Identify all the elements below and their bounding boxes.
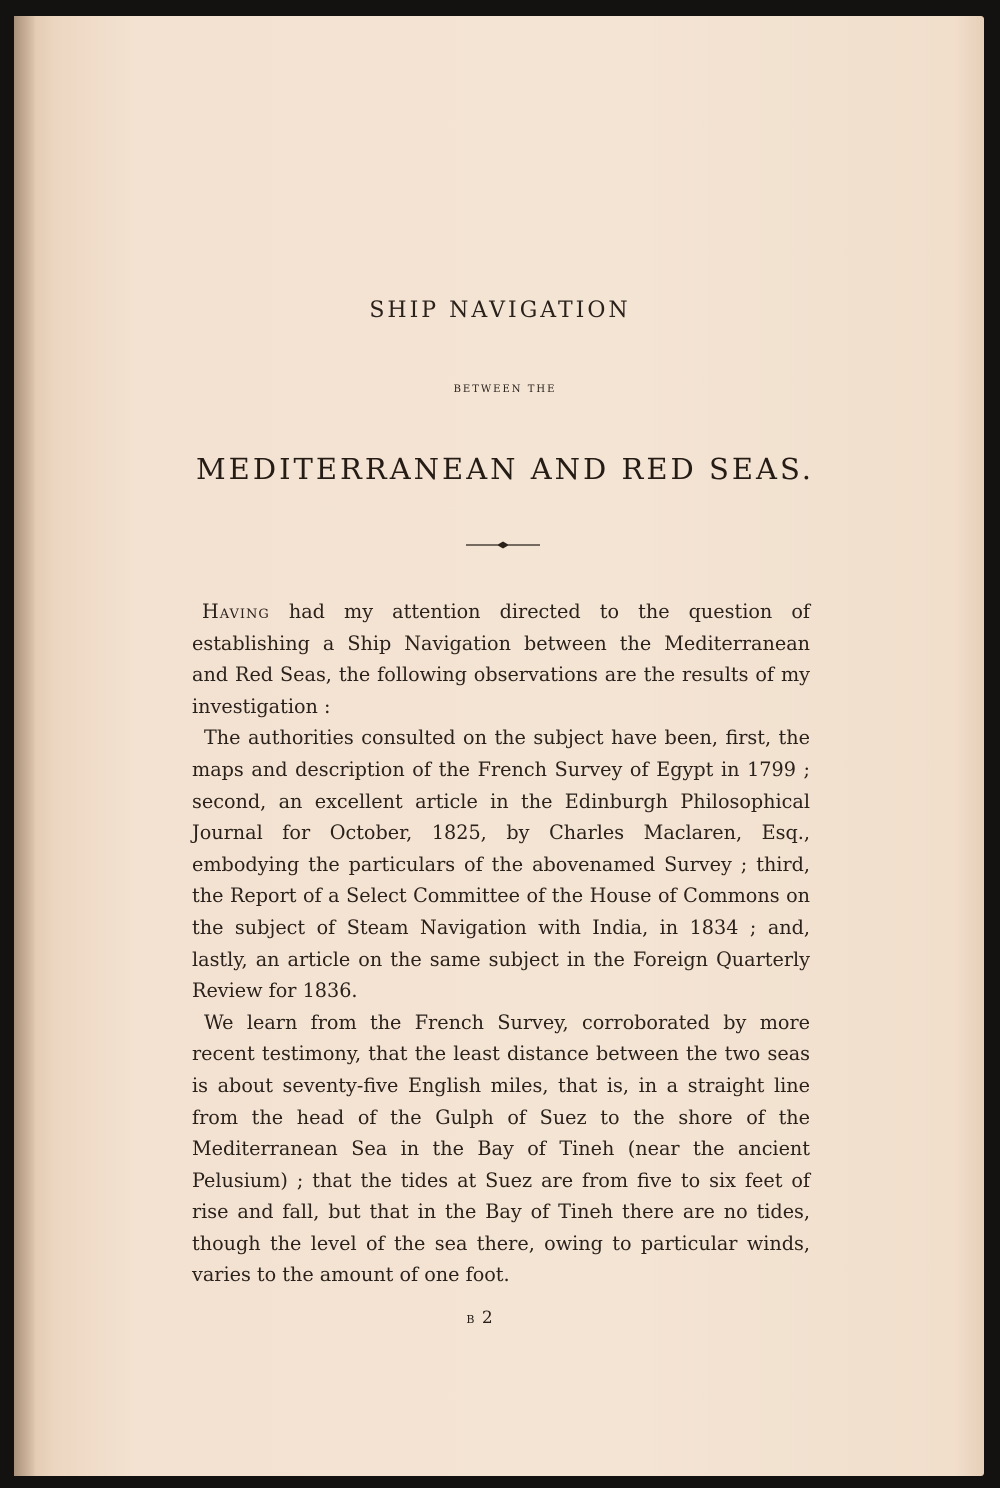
paragraph-1 — [192, 596, 810, 722]
body-text — [192, 596, 810, 1291]
title-mediterranean-and-red-seas: MEDITERRANEAN AND RED SEAS. — [195, 452, 815, 486]
paragraph-1-lead-word: Having — [202, 600, 270, 623]
title-ship-navigation: SHIP NAVIGATION — [369, 298, 631, 323]
page-gutter-shadow — [14, 16, 36, 1476]
paragraph-3: We learn from the French Survey, corroborated by more recent testimony, that the least distance between the two seas is about seventy-five English miles, that is, in a straight line from the head of the Gulph of Suez to the shore of the Mediterranean Sea in the Bay of Tineh (near the ancient Pelusium) ; that the tides at Suez are from five to six feet of rise and fall, but that in the Bay of Tineh there are no tides, though the level of the sea there, owing to particular winds, varies to the amount of one foot. — [192, 1010, 810, 1287]
paragraph-1-text: had my attention directed to the question of establishing a Ship Navigation between the Mediterranean and Red Seas, the following observations are the results of my investigation : — [192, 600, 810, 718]
paragraph-2: The authorities consulted on the subject have been, first, the maps and description of the French Survey of Egypt in 1799 ; second, an excellent article in the Edinburgh Philosophical Journal for October, 1825, by Charles Maclaren, Esq., embodying the particulars of the abovenamed Survey ; third, the Report of a Select Committee of the House of Commons on the subject of Steam Navigation with India, in 1834 ; and, lastly, an article on the same subject in the Foreign Quarterly Review for 1836. — [192, 726, 810, 1003]
signature-mark — [0, 1308, 960, 1328]
title-between-the: BETWEEN THE — [453, 384, 557, 395]
rule-with-diamond-icon — [464, 538, 542, 552]
signature-number: 2 — [481, 1308, 494, 1328]
signature-letter: B — [466, 1313, 476, 1326]
